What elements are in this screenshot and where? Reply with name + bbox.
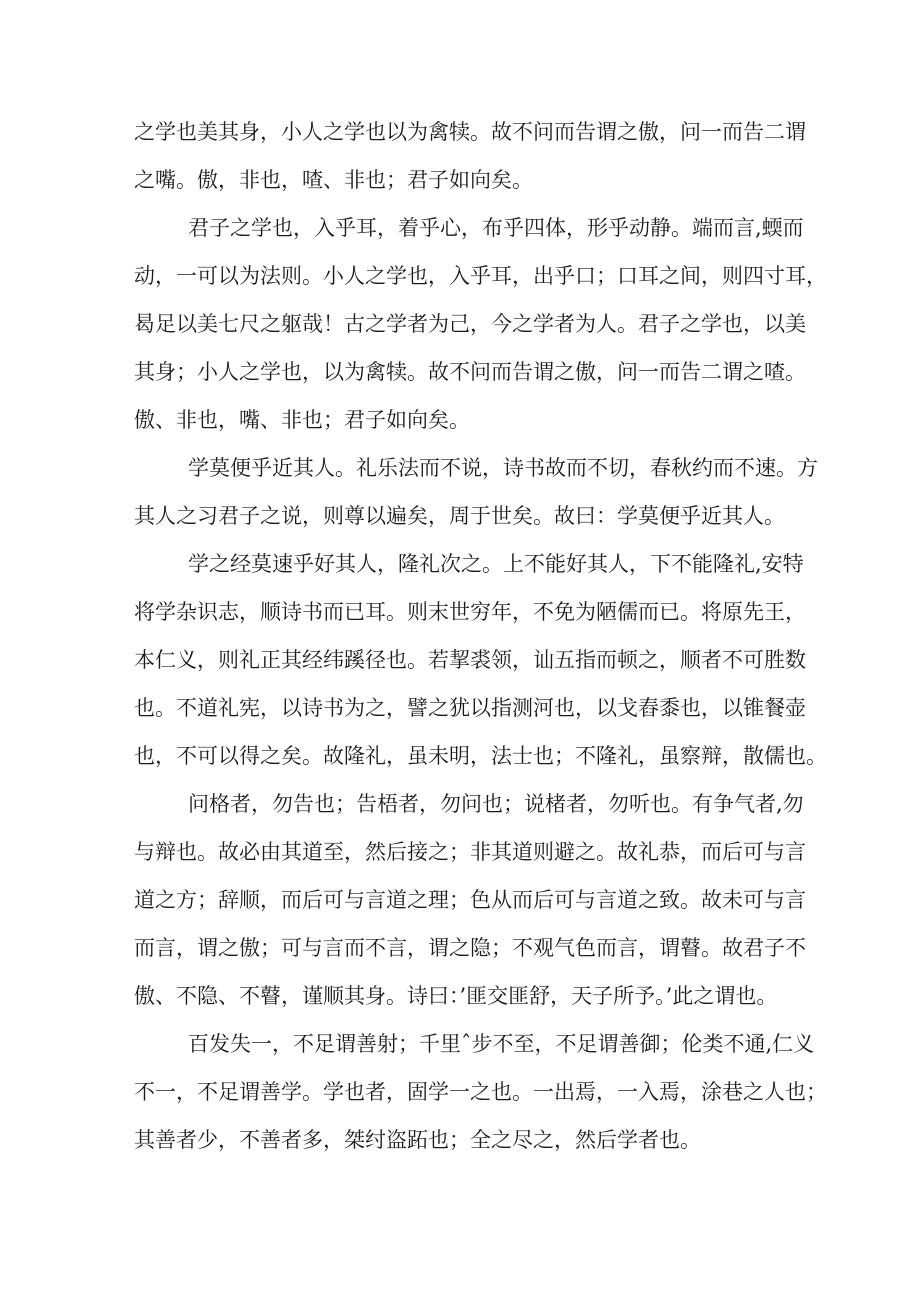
text-line: 傲、不隐、不瞽，谨顺其身。诗曰：’匪交匪舒，天子所予。’此之谓也。 bbox=[134, 984, 778, 1008]
text-line: 不一，不足谓善学。学也者，固学一之也。一出焉，一入焉，涂巷之人也； bbox=[134, 1080, 827, 1104]
paragraph bbox=[134, 1020, 827, 1164]
text-line: 其身；小人之学也，以为禽犊。故不问而告谓之傲，问一而告二谓之喳。 bbox=[134, 360, 806, 384]
text-line: 学莫便乎近其人。礼乐法而不说，诗书故而不切，春秋约而不速。方 bbox=[188, 456, 818, 480]
text-line: 问格者，勿告也；告梧者，勿问也；说楮者，勿听也。有争气者,勿 bbox=[188, 792, 804, 816]
text-line: 而言，谓之傲；可与言而不言，谓之隐；不观气色而言，谓瞽。故君子不 bbox=[134, 936, 806, 960]
text-line: 也。不道礼宪，以诗书为之，譬之犹以指测河也，以戈舂黍也，以锥餐壶 bbox=[134, 696, 806, 720]
text-line: 君子之学也，入乎耳，着乎心，布乎四体，形乎动静。端而言,蝡而 bbox=[188, 216, 804, 240]
paragraph bbox=[134, 780, 806, 1020]
text-line: 本仁义，则礼正其经纬蹊径也。若挈裘领，讪五指而顿之，顺者不可胜数 bbox=[134, 648, 806, 672]
document-body bbox=[134, 108, 827, 1164]
paragraph bbox=[134, 108, 806, 204]
text-line: 之嘴。傲，非也，喳、非也；君子如向矣。 bbox=[134, 168, 533, 192]
text-line: 其善者少，不善者多，桀纣盗跖也；全之尽之，然后学者也。 bbox=[134, 1128, 701, 1152]
text-line: 也，不可以得之矣。故隆礼，虽未明，法士也；不隆礼，虽察辩，散儒也。 bbox=[134, 744, 827, 768]
paragraph bbox=[134, 540, 827, 780]
text-line: 百发失一，不足谓善射；千里ˆ步不至，不足谓善御；伦类不通,仁义 bbox=[188, 1032, 815, 1056]
text-line: 其人之习君子之说，则尊以遍矣，周于世矣。故曰：学莫便乎近其人。 bbox=[134, 504, 785, 528]
text-line: 曷足以美七尺之躯哉！古之学者为己，今之学者为人。君子之学也，以美 bbox=[134, 312, 806, 336]
text-line: 将学杂识志，顺诗书而已耳。则末世穷年，不免为陋儒而已。将原先王， bbox=[134, 600, 806, 624]
text-line: 学之经莫速乎好其人，隆礼次之。上不能好其人，下不能隆礼,安特 bbox=[188, 552, 804, 576]
paragraph bbox=[134, 444, 818, 540]
paragraph bbox=[134, 204, 827, 444]
text-line: 与辩也。故必由其道至，然后接之；非其道则避之。故礼恭，而后可与言 bbox=[134, 840, 806, 864]
text-line: 动，一可以为法则。小人之学也，入乎耳，出乎口；口耳之间，则四寸耳， bbox=[134, 264, 827, 288]
text-line: 之学也美其身，小人之学也以为禽犊。故不问而告谓之傲，问一而告二谓 bbox=[134, 120, 806, 144]
text-line: 道之方；辞顺，而后可与言道之理；色从而后可与言道之致。故未可与言 bbox=[134, 888, 806, 912]
text-line: 傲、非也，嘴、非也；君子如向矣。 bbox=[134, 408, 470, 432]
